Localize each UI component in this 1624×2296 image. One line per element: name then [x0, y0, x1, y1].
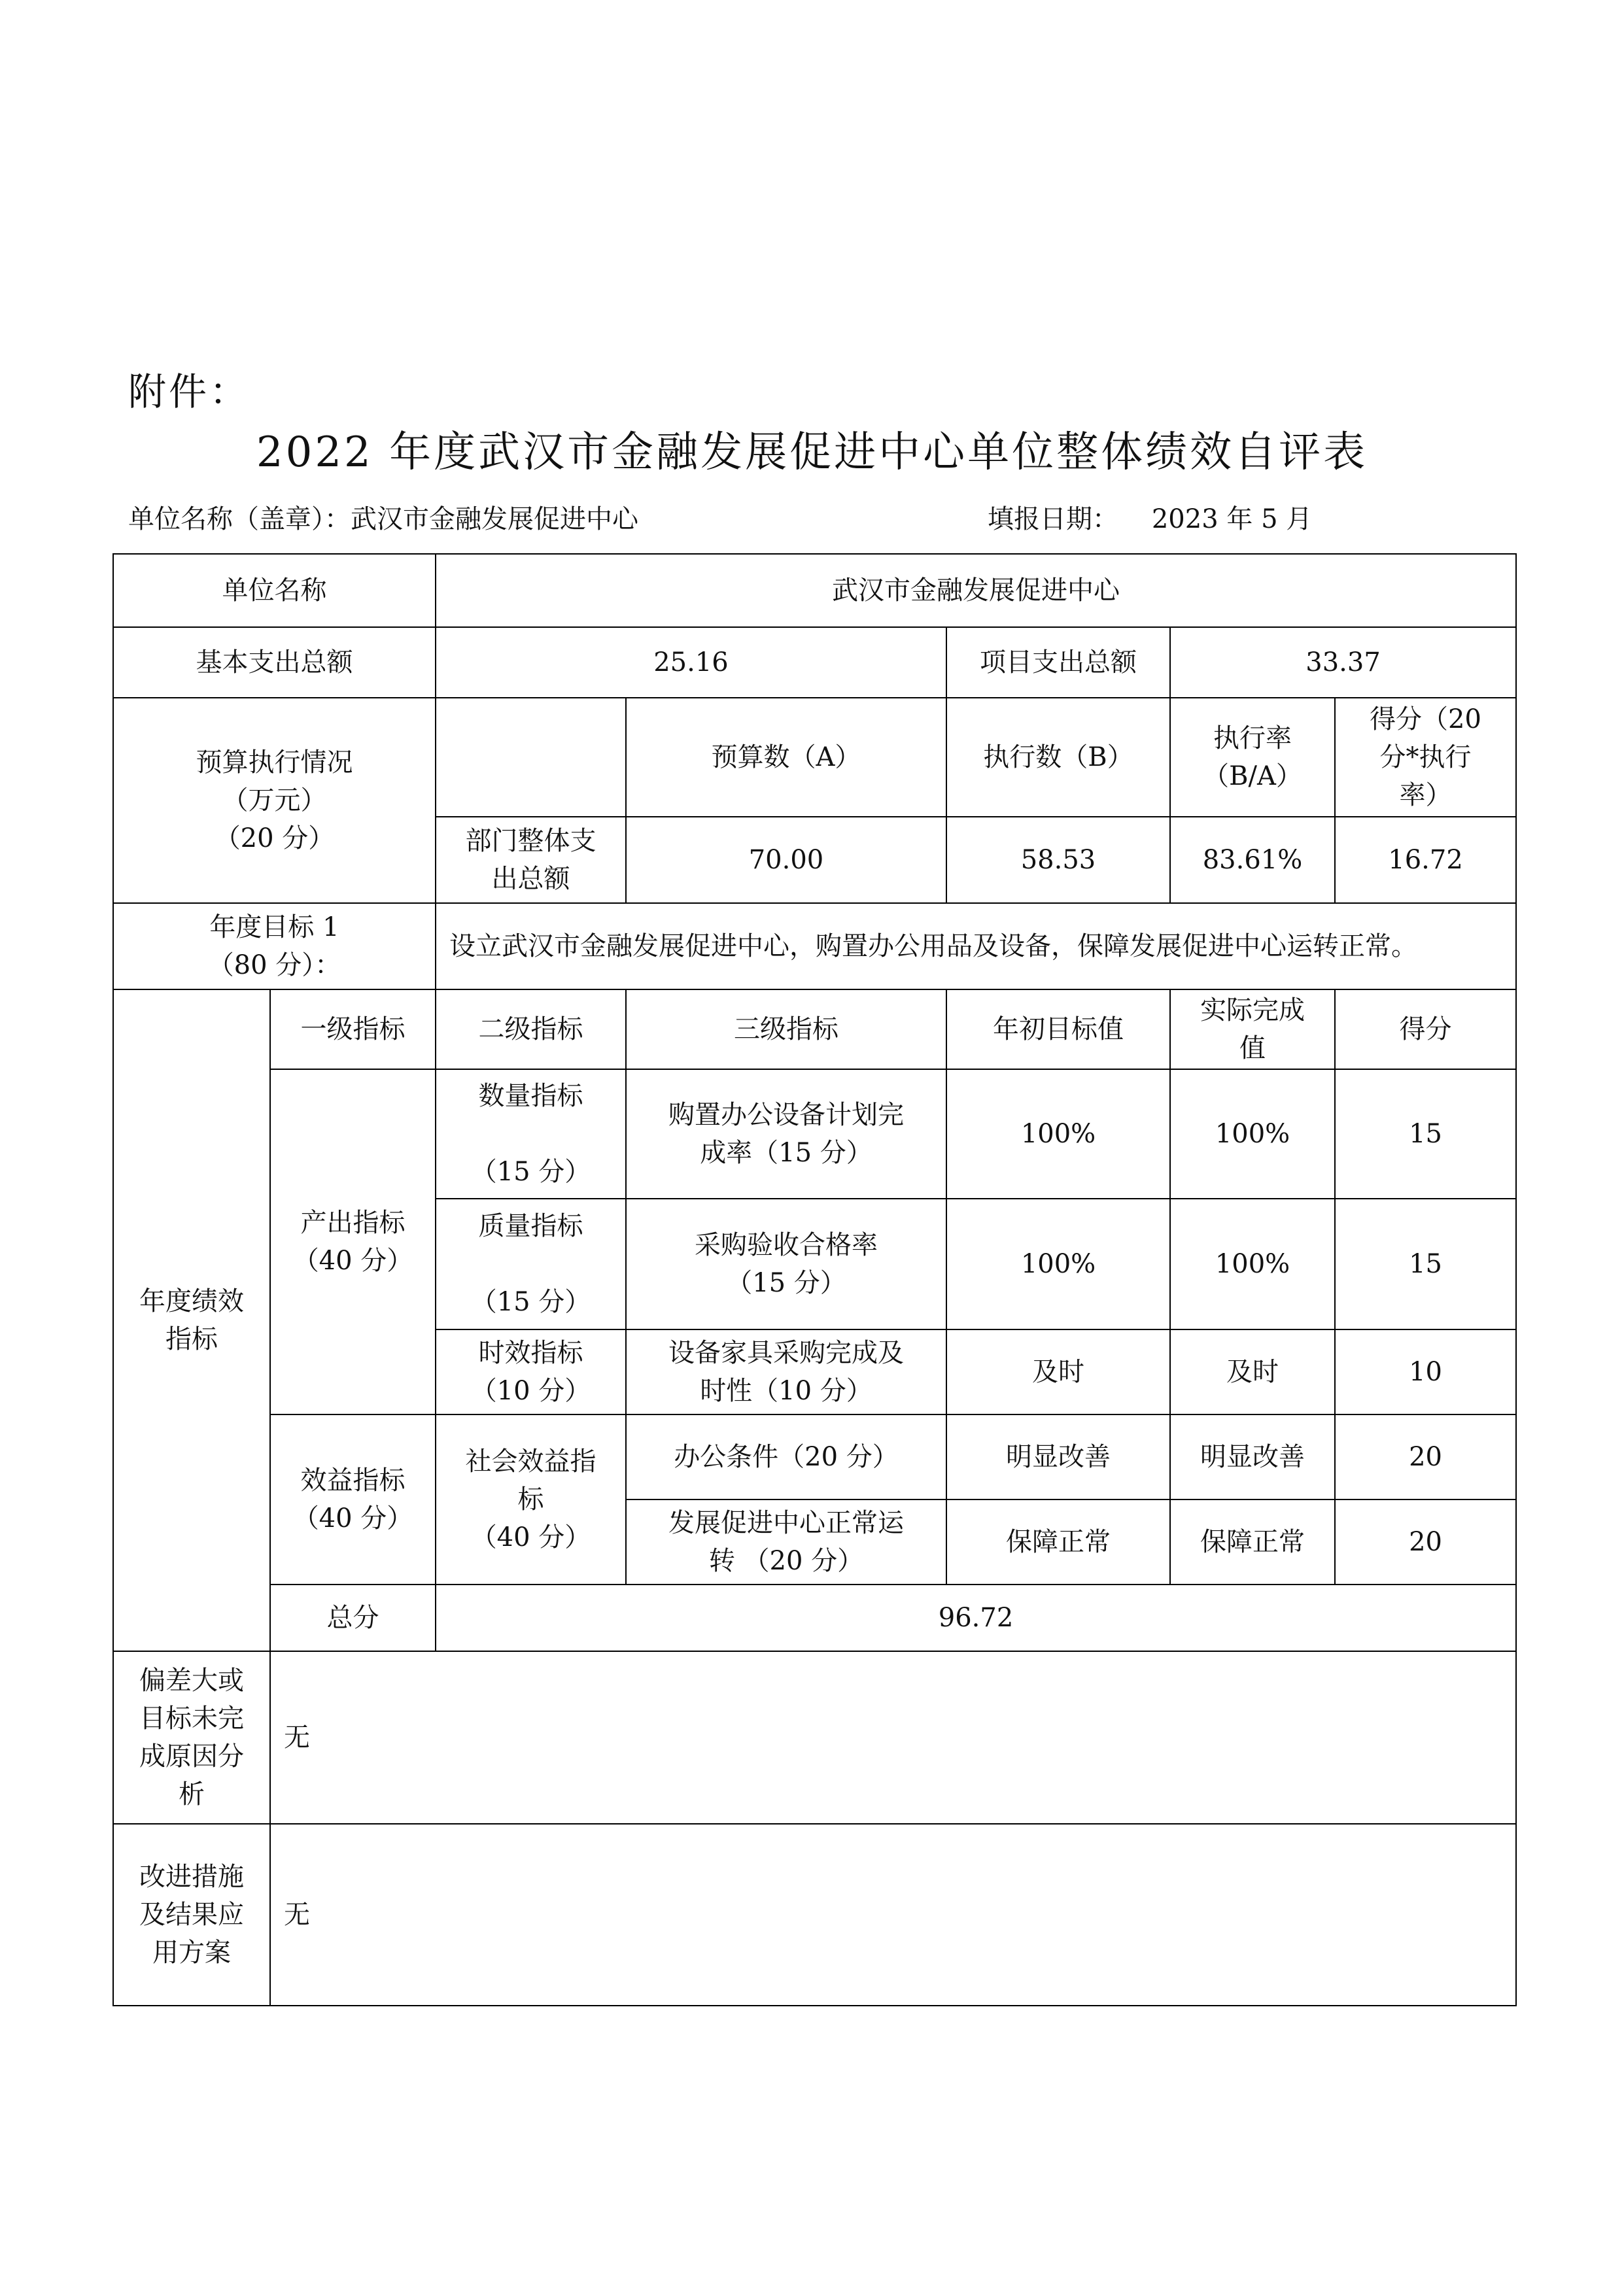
- deviation-reason-label: 偏差大或 目标未完 成原因分 析: [113, 1651, 270, 1824]
- score-value: 20: [1335, 1414, 1516, 1499]
- benefit-indicator-label: 效益指标 （40 分）: [270, 1414, 436, 1585]
- unit-name-value: 武汉市金融发展促进中心: [436, 554, 1516, 627]
- dept-total-label: 部门整体支 出总额: [436, 817, 626, 903]
- score-value: 10: [1335, 1329, 1516, 1414]
- target-value: 100%: [946, 1199, 1170, 1329]
- level3-indicator: 设备家具采购完成及 时性（10 分）: [626, 1329, 946, 1414]
- target-value: 100%: [946, 1069, 1170, 1199]
- score-value: 15: [1335, 1199, 1516, 1329]
- total-score-value: 96.72: [436, 1585, 1516, 1651]
- target-value: 保障正常: [946, 1499, 1170, 1585]
- project-expense-value: 33.37: [1170, 627, 1516, 698]
- table-row: [113, 989, 1516, 1069]
- table-row: [113, 1651, 1516, 1824]
- level3-indicator: 购置办公设备计划完 成率（15 分）: [626, 1069, 946, 1199]
- level3-indicator: 发展促进中心正常运 转 （20 分）: [626, 1499, 946, 1585]
- indicator-header-cell: 三级指标: [626, 989, 946, 1069]
- actual-value: 100%: [1170, 1069, 1335, 1199]
- page-title: 2022 年度武汉市金融发展促进中心单位整体绩效自评表: [256, 428, 1368, 477]
- total-score-label: 总分: [270, 1585, 436, 1651]
- improvement-plan-value: 无: [270, 1824, 1516, 2006]
- level2-indicator: 质量指标 （15 分）: [436, 1199, 626, 1329]
- table-row: [113, 1585, 1516, 1651]
- level2-indicator: 社会效益指 标 （40 分）: [436, 1414, 626, 1585]
- score-value: 15: [1335, 1069, 1516, 1199]
- table-row: [113, 554, 1516, 627]
- annual-goal-text: 设立武汉市金融发展促进中心，购置办公用品及设备，保障发展促进中心运转正常。: [436, 903, 1516, 989]
- score-value: 20: [1335, 1499, 1516, 1585]
- budget-header-cell: 执行率 （B/A）: [1170, 698, 1335, 817]
- budget-header-cell: 预算数（A）: [626, 698, 946, 817]
- table-row: [113, 698, 1516, 817]
- empty-cell: [436, 698, 626, 817]
- budget-value-cell: 58.53: [946, 817, 1170, 903]
- indicator-header-cell: 得分: [1335, 989, 1516, 1069]
- table-row: [113, 627, 1516, 698]
- indicator-header-cell: 二级指标: [436, 989, 626, 1069]
- budget-value-cell: 83.61%: [1170, 817, 1335, 903]
- actual-value: 保障正常: [1170, 1499, 1335, 1585]
- unit-name-header: 单位名称: [113, 554, 436, 627]
- level2-indicator: 数量指标 （15 分）: [436, 1069, 626, 1199]
- basic-expense-value: 25.16: [436, 627, 946, 698]
- level3-indicator: 采购验收合格率 （15 分）: [626, 1199, 946, 1329]
- budget-value-cell: 16.72: [1335, 817, 1516, 903]
- improvement-plan-label: 改进措施 及结果应 用方案: [113, 1824, 270, 2006]
- performance-indicator-label: 年度绩效 指标: [113, 989, 270, 1651]
- actual-value: 及时: [1170, 1329, 1335, 1414]
- indicator-header-cell: 年初目标值: [946, 989, 1170, 1069]
- unit-name-line: 单位名称（盖章）：武汉市金融发展促进中心: [128, 504, 638, 534]
- basic-expense-label: 基本支出总额: [113, 627, 436, 698]
- performance-table: [112, 553, 1517, 2006]
- annex-label: 附件：: [128, 369, 251, 414]
- budget-value-cell: 70.00: [626, 817, 946, 903]
- target-value: 及时: [946, 1329, 1170, 1414]
- output-indicator-label: 产出指标 （40 分）: [270, 1069, 436, 1414]
- deviation-reason-value: 无: [270, 1651, 1516, 1824]
- indicator-header-cell: 一级指标: [270, 989, 436, 1069]
- level3-indicator: 办公条件（20 分）: [626, 1414, 946, 1499]
- annual-goal-label: 年度目标 1 （80 分）：: [113, 903, 436, 989]
- table-row: [113, 1069, 1516, 1199]
- table-row: [113, 1824, 1516, 2006]
- budget-header-cell: 执行数（B）: [946, 698, 1170, 817]
- budget-header-cell: 得分（20 分*执行 率）: [1335, 698, 1516, 817]
- indicator-header-cell: 实际完成 值: [1170, 989, 1335, 1069]
- budget-execution-label: 预算执行情况 （万元） （20 分）: [113, 698, 436, 903]
- table-row: [113, 903, 1516, 989]
- project-expense-label: 项目支出总额: [946, 627, 1170, 698]
- target-value: 明显改善: [946, 1414, 1170, 1499]
- table-row: [113, 1414, 1516, 1499]
- level2-indicator: 时效指标 （10 分）: [436, 1329, 626, 1414]
- actual-value: 明显改善: [1170, 1414, 1335, 1499]
- actual-value: 100%: [1170, 1199, 1335, 1329]
- report-date-line: 填报日期： 2023 年 5 月: [988, 504, 1313, 534]
